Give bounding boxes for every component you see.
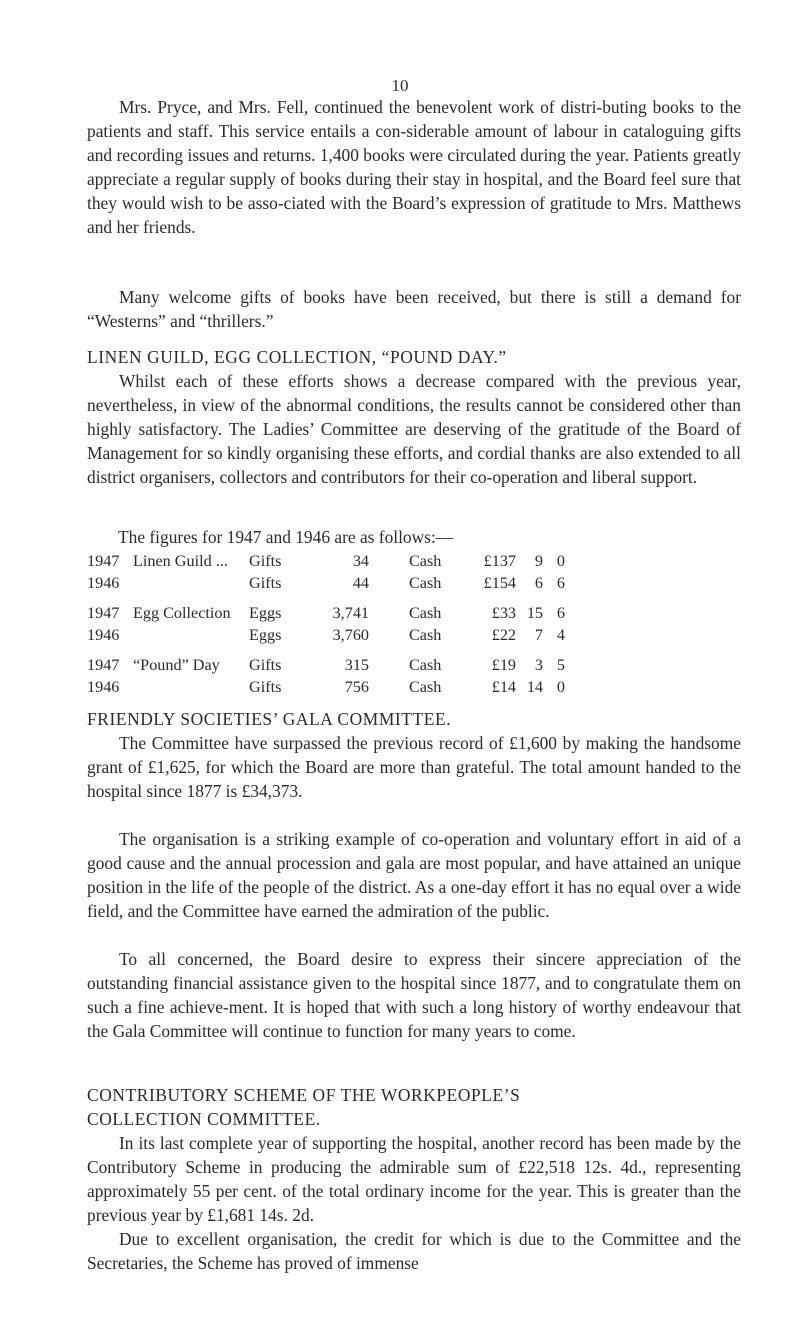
type-cell: Gifts (249, 678, 282, 696)
pounds-cell: £33 (491, 604, 516, 622)
cash-cell: Cash (409, 604, 442, 622)
pounds-cell: £154 (483, 574, 516, 592)
cash-cell: Cash (409, 678, 442, 696)
shillings-cell: 7 (534, 626, 543, 644)
quantity-cell: 34 (352, 552, 369, 570)
shillings-cell: 15 (526, 604, 543, 622)
shillings-cell: 14 (526, 678, 543, 696)
label-cell: Linen Guild ... (133, 552, 228, 570)
quantity-cell: 44 (352, 574, 369, 592)
type-cell: Gifts (249, 574, 282, 592)
pounds-cell: £137 (483, 552, 516, 570)
section-heading-linen-guild: LINEN GUILD, EGG COLLECTION, “POUND DAY.” (87, 347, 507, 367)
pence-cell: 4 (556, 626, 565, 644)
paragraph-gala-organisation: The organisation is a striking example of co-operation and voluntary effort in aid of a good cause and the annual procession and gala are most popular, and have attained an unique position in the life of the people of the district. As a one-day effort it has no equal over a wide field, and the Committee have earned the admiration of the public. (87, 829, 741, 921)
pence-cell: 6 (556, 574, 565, 592)
year-cell: 1946 (87, 626, 120, 644)
quantity-cell: 315 (344, 656, 369, 674)
cash-cell: Cash (409, 656, 442, 674)
shillings-cell: 3 (534, 656, 543, 674)
section-heading-contributory-scheme: CONTRIBUTORY SCHEME OF THE WORKPEOPLE’S (87, 1085, 521, 1105)
pounds-cell: £19 (491, 656, 516, 674)
section-heading-gala-committee: FRIENDLY SOCIETIES’ GALA COMMITTEE. (87, 709, 452, 729)
type-cell: Eggs (249, 626, 282, 644)
shillings-cell: 6 (534, 574, 543, 592)
paragraph-gala-appreciation: To all concerned, the Board desire to express their sincere appreciation of the outstanding financial assistance given to the hospital since 1877, and to congratulate them on such a fine achieve-ment. It is hoped that with such a long history of worthy endeavour that the Gala Committee will continue to function for many years to come. (87, 949, 741, 1041)
shillings-cell: 9 (534, 552, 543, 570)
year-cell: 1947 (87, 604, 120, 622)
paragraph-contributory-record: In its last complete year of supporting the hospital, another record has been made by the Contributory Scheme in producing the admirable sum of £22,518 12s. 4d., representing approximately 55 per cent. of the total ordinary income for the year. This is greater than the previous year by £1,681 14s. 2d. (87, 1133, 741, 1225)
paragraph-gala-grant: The Committee have surpassed the previous record of £1,600 by making the handsome grant of £1,625, for which the Board are more than grateful. The total amount handed to the hospital since 1877 is £34,373. (87, 733, 741, 801)
year-cell: 1946 (87, 678, 120, 696)
quantity-cell: 756 (344, 678, 369, 696)
table-intro: The figures for 1947 and 1946 are as follows:— (118, 527, 454, 547)
quantity-cell: 3,741 (332, 604, 369, 622)
cash-cell: Cash (409, 574, 442, 592)
type-cell: Eggs (249, 604, 282, 622)
paragraph-linen-guild: Whilst each of these efforts shows a decrease compared with the previous year, nevertheless, in view of the abnormal conditions, the results cannot be considered other than highly satisfactory. The Ladies’ Committee are deserving of the gratitude of the Board of Management for so kindly organising these efforts, and cordial thanks are also extended to all district organisers, collectors and contributors for their co-operation and liberal support. (87, 371, 741, 487)
type-cell: Gifts (249, 656, 282, 674)
paragraph-contributory-organisation: Due to excellent organisation, the credit for which is due to the Committee and the Secretaries, the Scheme has proved of immense (87, 1229, 741, 1273)
label-cell: “Pound” Day (133, 656, 220, 674)
cash-cell: Cash (409, 552, 442, 570)
pounds-cell: £14 (491, 678, 516, 696)
quantity-cell: 3,760 (332, 626, 369, 644)
paragraph-book-gifts: Many welcome gifts of books have been received, but there is still a demand for “Westerns” and “thrillers.” (87, 287, 741, 331)
year-cell: 1947 (87, 656, 120, 674)
year-cell: 1947 (87, 552, 120, 570)
type-cell: Gifts (249, 552, 282, 570)
pence-cell: 6 (556, 604, 565, 622)
pounds-cell: £22 (491, 626, 516, 644)
pence-cell: 0 (556, 552, 565, 570)
year-cell: 1946 (87, 574, 120, 592)
section-heading-contributory-scheme-line2: COLLECTION COMMITTEE. (87, 1109, 321, 1129)
paragraph-library-service: Mrs. Pryce, and Mrs. Fell, continued the benevolent work of distri-buting books to the patients and staff. This service entails a con-siderable amount of labour in cataloguing gifts and recording issues and returns. 1,400 books were circulated during the year. Patients greatly appreciate a regular supply of books during their stay in hospital, and the Board feel sure that they would wish to be asso-ciated with the Board’s expression of gratitude to Mrs. Matthews and her friends. (87, 97, 741, 237)
page-number: 10 (391, 76, 409, 95)
cash-cell: Cash (409, 626, 442, 644)
pence-cell: 0 (556, 678, 565, 696)
pence-cell: 5 (556, 656, 565, 674)
label-cell: Egg Collection (133, 604, 231, 622)
